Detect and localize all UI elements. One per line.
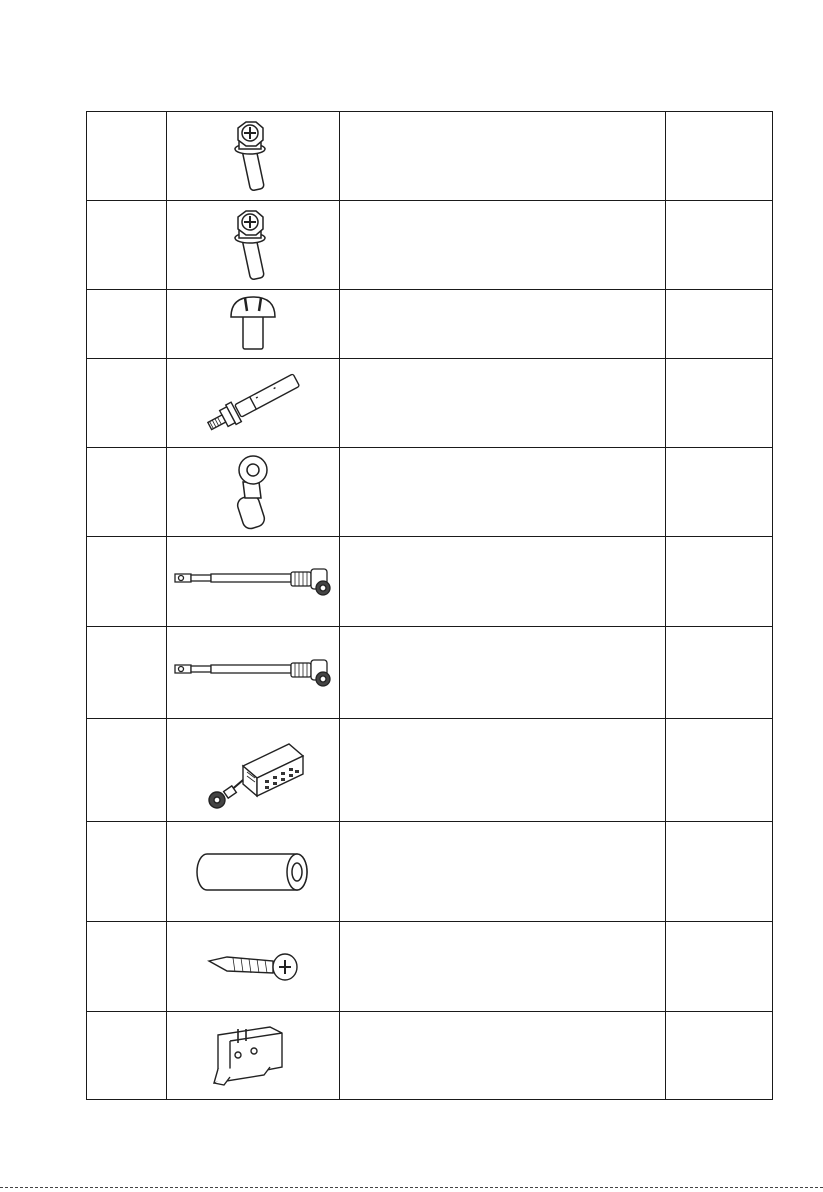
cable-with-connector-icon: [171, 564, 335, 600]
item-id: [87, 922, 167, 1012]
plastic-sleeve-icon: [193, 848, 313, 896]
item-quantity: [666, 719, 773, 822]
page-footer-divider: [0, 1187, 823, 1188]
item-description: [340, 627, 666, 719]
item-id: [87, 822, 167, 922]
connector-module-icon: [193, 730, 313, 810]
table-row: [87, 448, 773, 537]
item-description: [340, 359, 666, 448]
table-row: [87, 359, 773, 448]
item-id: [87, 537, 167, 627]
cable-with-connector-icon: [171, 655, 335, 691]
table-row: [87, 537, 773, 627]
item-description: [340, 922, 666, 1012]
expansion-bolt-icon: [198, 368, 308, 438]
item-quantity: [666, 359, 773, 448]
table-row: [87, 201, 773, 290]
item-quantity: [666, 822, 773, 922]
table-row: [87, 822, 773, 922]
item-quantity: [666, 112, 773, 201]
item-id: [87, 359, 167, 448]
item-quantity: [666, 627, 773, 719]
hex-flange-bolt-icon: [218, 205, 288, 285]
item-id: [87, 448, 167, 537]
item-quantity: [666, 1012, 773, 1100]
item-id: [87, 627, 167, 719]
item-description: [340, 290, 666, 359]
table-row: [87, 112, 773, 201]
slotted-round-head-screw-icon: [223, 293, 283, 355]
ring-terminal-lug-icon: [223, 452, 283, 532]
item-description: [340, 1012, 666, 1100]
item-id: [87, 1012, 167, 1100]
item-quantity: [666, 290, 773, 359]
item-quantity: [666, 922, 773, 1012]
item-id: [87, 201, 167, 290]
item-id: [87, 719, 167, 822]
item-quantity: [666, 537, 773, 627]
parts-table: [86, 111, 773, 1100]
item-quantity: [666, 448, 773, 537]
table-row: [87, 922, 773, 1012]
item-description: [340, 112, 666, 201]
item-description: [340, 537, 666, 627]
table-row: [87, 627, 773, 719]
hex-flange-bolt-icon: [218, 116, 288, 196]
table-row: [87, 1012, 773, 1100]
mounting-bracket-icon: [208, 1021, 298, 1091]
item-quantity: [666, 201, 773, 290]
item-description: [340, 719, 666, 822]
self-tapping-screw-icon: [203, 945, 303, 989]
item-id: [87, 112, 167, 201]
table-row: [87, 719, 773, 822]
item-description: [340, 201, 666, 290]
item-description: [340, 448, 666, 537]
table-row: [87, 290, 773, 359]
item-id: [87, 290, 167, 359]
item-description: [340, 822, 666, 922]
